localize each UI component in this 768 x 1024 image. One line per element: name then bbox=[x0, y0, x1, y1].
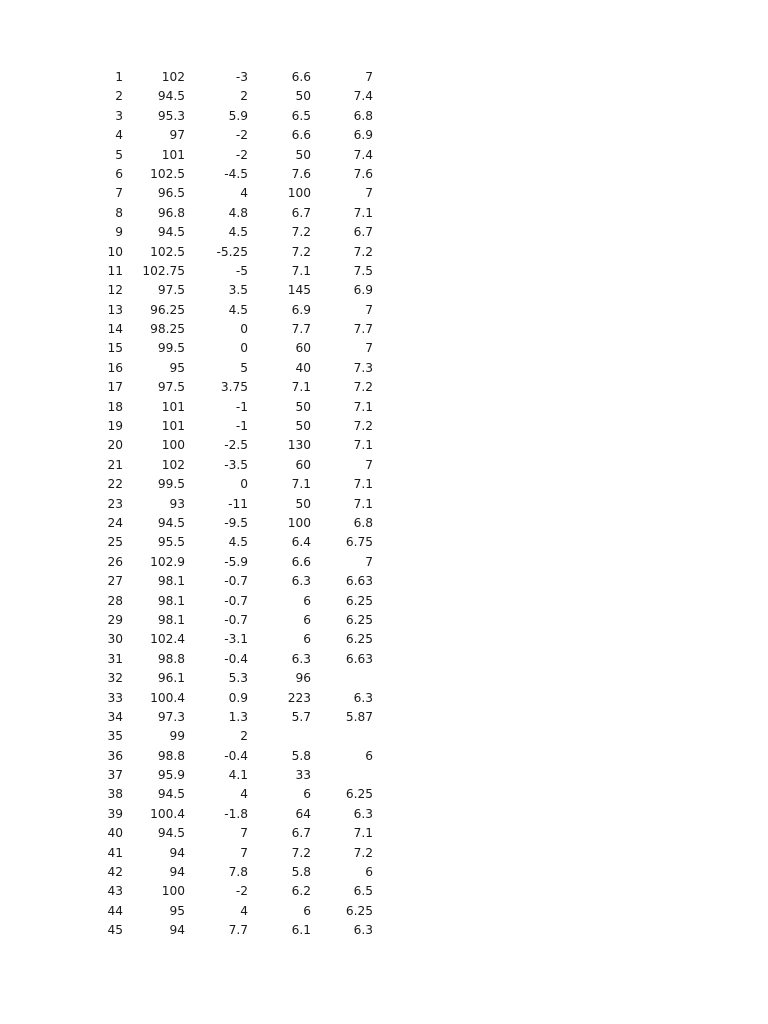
value-cell: 6.4 bbox=[291, 535, 311, 550]
value-cell: 6 bbox=[303, 593, 311, 608]
value-cell: 145 bbox=[287, 283, 311, 298]
row-number-cell: 22 bbox=[107, 477, 123, 492]
table-row bbox=[0, 262, 768, 281]
value-cell: 6.2 bbox=[291, 884, 311, 899]
row-number-cell: 39 bbox=[107, 806, 123, 821]
row-number-cell: 2 bbox=[115, 89, 123, 104]
value-cell: 6 bbox=[365, 748, 373, 763]
value-cell: 97.3 bbox=[157, 709, 185, 724]
table-row bbox=[0, 727, 768, 746]
value-cell: -3.5 bbox=[224, 457, 248, 472]
value-cell: 6.7 bbox=[291, 205, 311, 220]
value-cell: 33 bbox=[295, 768, 311, 783]
value-cell: 6.25 bbox=[345, 612, 373, 627]
table-row bbox=[0, 320, 768, 339]
value-cell: 7.1 bbox=[353, 205, 373, 220]
row-number-cell: 9 bbox=[115, 225, 123, 240]
value-cell: 7.6 bbox=[291, 166, 311, 181]
value-cell: 94 bbox=[169, 923, 185, 938]
value-cell: -0.7 bbox=[224, 593, 248, 608]
value-cell: 7.1 bbox=[353, 438, 373, 453]
value-cell: 50 bbox=[295, 89, 311, 104]
value-cell: 7.2 bbox=[353, 419, 373, 434]
value-cell: 7 bbox=[365, 302, 373, 317]
value-cell: -9.5 bbox=[224, 515, 248, 530]
value-cell: 101 bbox=[161, 419, 185, 434]
table-row bbox=[0, 339, 768, 358]
value-cell: 2 bbox=[240, 729, 248, 744]
table-row bbox=[0, 417, 768, 436]
value-cell: 98.25 bbox=[150, 322, 185, 337]
value-cell: 102 bbox=[161, 70, 185, 84]
value-cell: 7 bbox=[365, 554, 373, 569]
row-number-cell: 42 bbox=[107, 865, 123, 880]
value-cell: 7.1 bbox=[353, 399, 373, 414]
row-number-cell: 26 bbox=[107, 554, 123, 569]
row-number-cell: 11 bbox=[107, 263, 123, 278]
row-number-cell: 43 bbox=[107, 884, 123, 899]
value-cell: -2 bbox=[235, 128, 248, 143]
value-cell: 102 bbox=[161, 457, 185, 472]
value-cell: 99 bbox=[169, 729, 185, 744]
value-cell: 100 bbox=[287, 186, 311, 201]
value-cell: 95 bbox=[169, 360, 185, 375]
value-cell: 100 bbox=[287, 515, 311, 530]
row-number-cell: 36 bbox=[107, 748, 123, 763]
value-cell: -2 bbox=[235, 147, 248, 162]
value-cell: 6.63 bbox=[345, 651, 373, 666]
row-number-cell: 33 bbox=[107, 690, 123, 705]
value-cell: 6.9 bbox=[353, 283, 373, 298]
value-cell: 97.5 bbox=[157, 380, 185, 395]
table-row bbox=[0, 204, 768, 223]
value-cell: 102.5 bbox=[150, 166, 185, 181]
value-cell: 94 bbox=[169, 865, 185, 880]
value-cell: 94.5 bbox=[157, 225, 185, 240]
table-row bbox=[0, 882, 768, 901]
table-row bbox=[0, 708, 768, 727]
value-cell: 99.5 bbox=[157, 341, 185, 356]
value-cell: 94.5 bbox=[157, 515, 185, 530]
value-cell: 6.6 bbox=[291, 70, 311, 84]
table-row bbox=[0, 572, 768, 591]
value-cell: 7.1 bbox=[291, 263, 311, 278]
value-cell: 7.2 bbox=[291, 244, 311, 259]
value-cell: 6.9 bbox=[353, 128, 373, 143]
table-row bbox=[0, 243, 768, 262]
value-cell: 96.1 bbox=[157, 671, 185, 686]
table-row bbox=[0, 824, 768, 843]
value-cell: 7 bbox=[240, 826, 248, 841]
table-row bbox=[0, 146, 768, 165]
value-cell: -11 bbox=[228, 496, 248, 511]
value-cell: 1.3 bbox=[228, 709, 248, 724]
row-number-cell: 25 bbox=[107, 535, 123, 550]
value-cell: 100.4 bbox=[150, 690, 185, 705]
value-cell: 7.2 bbox=[353, 380, 373, 395]
value-cell: 6.8 bbox=[353, 515, 373, 530]
value-cell: 4.5 bbox=[228, 302, 248, 317]
table-row bbox=[0, 514, 768, 533]
value-cell: 0 bbox=[240, 341, 248, 356]
value-cell: 96.5 bbox=[157, 186, 185, 201]
value-cell: 7.4 bbox=[353, 147, 373, 162]
value-cell: 223 bbox=[287, 690, 311, 705]
row-number-cell: 28 bbox=[107, 593, 123, 608]
value-cell: 98.1 bbox=[157, 612, 185, 627]
table-row bbox=[0, 126, 768, 145]
row-number-cell: 32 bbox=[107, 671, 123, 686]
row-number-cell: 23 bbox=[107, 496, 123, 511]
table-row bbox=[0, 359, 768, 378]
table-row bbox=[0, 805, 768, 824]
table-row bbox=[0, 378, 768, 397]
value-cell: 64 bbox=[295, 806, 311, 821]
row-number-cell: 31 bbox=[107, 651, 123, 666]
value-cell: 7.2 bbox=[353, 244, 373, 259]
row-number-cell: 40 bbox=[107, 826, 123, 841]
table-row bbox=[0, 785, 768, 804]
value-cell: 6.25 bbox=[345, 593, 373, 608]
value-cell: 6.3 bbox=[291, 574, 311, 589]
value-cell: 0.9 bbox=[228, 690, 248, 705]
value-cell: 6.7 bbox=[291, 826, 311, 841]
row-number-cell: 3 bbox=[115, 108, 123, 123]
value-cell: 100 bbox=[161, 884, 185, 899]
row-number-cell: 37 bbox=[107, 768, 123, 783]
row-number-cell: 41 bbox=[107, 845, 123, 860]
value-cell: 7 bbox=[365, 70, 373, 84]
value-cell: 7.6 bbox=[353, 166, 373, 181]
value-cell: 0 bbox=[240, 477, 248, 492]
value-cell: 6.8 bbox=[353, 108, 373, 123]
value-cell: 5.9 bbox=[228, 108, 248, 123]
row-number-cell: 45 bbox=[107, 923, 123, 938]
value-cell: 94.5 bbox=[157, 89, 185, 104]
value-cell: -2.5 bbox=[224, 438, 248, 453]
value-cell: 7.8 bbox=[228, 865, 248, 880]
table-row bbox=[0, 301, 768, 320]
value-cell: 98.8 bbox=[157, 748, 185, 763]
value-cell: 4.8 bbox=[228, 205, 248, 220]
value-cell: 6.3 bbox=[353, 806, 373, 821]
value-cell: 7.7 bbox=[291, 322, 311, 337]
value-cell: 6.1 bbox=[291, 923, 311, 938]
row-number-cell: 19 bbox=[107, 419, 123, 434]
row-number-cell: 29 bbox=[107, 612, 123, 627]
value-cell: 97.5 bbox=[157, 283, 185, 298]
value-cell: 7.7 bbox=[228, 923, 248, 938]
table-row bbox=[0, 456, 768, 475]
table-row bbox=[0, 436, 768, 455]
row-number-cell: 15 bbox=[107, 341, 123, 356]
value-cell: 102.75 bbox=[142, 263, 185, 278]
table-row bbox=[0, 553, 768, 572]
value-cell: 94 bbox=[169, 845, 185, 860]
table-row bbox=[0, 495, 768, 514]
table-row bbox=[0, 184, 768, 203]
value-cell: -0.7 bbox=[224, 612, 248, 627]
value-cell: 95.5 bbox=[157, 535, 185, 550]
value-cell: 100.4 bbox=[150, 806, 185, 821]
table-row bbox=[0, 921, 768, 940]
value-cell: 7 bbox=[365, 186, 373, 201]
table-row bbox=[0, 475, 768, 494]
value-cell: 5.8 bbox=[291, 865, 311, 880]
value-cell: 95.3 bbox=[157, 108, 185, 123]
table-row bbox=[0, 223, 768, 242]
value-cell: 7.2 bbox=[291, 845, 311, 860]
row-number-cell: 17 bbox=[107, 380, 123, 395]
value-cell: 7.3 bbox=[353, 360, 373, 375]
value-cell: 95 bbox=[169, 903, 185, 918]
value-cell: 5.87 bbox=[345, 709, 373, 724]
value-cell: 60 bbox=[295, 341, 311, 356]
value-cell: -0.4 bbox=[224, 748, 248, 763]
value-cell: 7.2 bbox=[291, 225, 311, 240]
row-number-cell: 20 bbox=[107, 438, 123, 453]
row-number-cell: 10 bbox=[107, 244, 123, 259]
value-cell: 102.9 bbox=[150, 554, 185, 569]
value-cell: 7.7 bbox=[353, 322, 373, 337]
value-cell: 101 bbox=[161, 147, 185, 162]
value-cell: 50 bbox=[295, 147, 311, 162]
value-cell: 94.5 bbox=[157, 787, 185, 802]
value-cell: 6.25 bbox=[345, 787, 373, 802]
value-cell: -3 bbox=[235, 70, 248, 84]
value-cell: 102.5 bbox=[150, 244, 185, 259]
value-cell: 7.1 bbox=[291, 477, 311, 492]
value-cell: -0.7 bbox=[224, 574, 248, 589]
value-cell: 7.5 bbox=[353, 263, 373, 278]
value-cell: 96 bbox=[295, 671, 311, 686]
row-number-cell: 4 bbox=[115, 128, 123, 143]
row-number-cell: 34 bbox=[107, 709, 123, 724]
value-cell: 98.1 bbox=[157, 593, 185, 608]
value-cell: 95.9 bbox=[157, 768, 185, 783]
value-cell: 6.75 bbox=[345, 535, 373, 550]
value-cell: -1.8 bbox=[224, 806, 248, 821]
table-row bbox=[0, 592, 768, 611]
table-row bbox=[0, 689, 768, 708]
value-cell: 3.75 bbox=[220, 380, 248, 395]
value-cell: -1 bbox=[235, 419, 248, 434]
value-cell: 6 bbox=[303, 612, 311, 627]
row-number-cell: 1 bbox=[115, 70, 123, 84]
value-cell: 101 bbox=[161, 399, 185, 414]
value-cell: 50 bbox=[295, 419, 311, 434]
value-cell: 50 bbox=[295, 496, 311, 511]
value-cell: 4.5 bbox=[228, 535, 248, 550]
value-cell: 6.3 bbox=[291, 651, 311, 666]
data-table bbox=[0, 68, 768, 941]
value-cell: 97 bbox=[169, 128, 185, 143]
value-cell: 6.25 bbox=[345, 632, 373, 647]
value-cell: 6.7 bbox=[353, 225, 373, 240]
table-row bbox=[0, 281, 768, 300]
table-row bbox=[0, 669, 768, 688]
value-cell: 7.1 bbox=[291, 380, 311, 395]
value-cell: -2 bbox=[235, 884, 248, 899]
value-cell: 5.8 bbox=[291, 748, 311, 763]
value-cell: 98.8 bbox=[157, 651, 185, 666]
value-cell: 6.5 bbox=[353, 884, 373, 899]
row-number-cell: 27 bbox=[107, 574, 123, 589]
value-cell: 6 bbox=[303, 903, 311, 918]
table-row bbox=[0, 107, 768, 126]
value-cell: 4 bbox=[240, 903, 248, 918]
value-cell: 4.5 bbox=[228, 225, 248, 240]
value-cell: 6.6 bbox=[291, 128, 311, 143]
value-cell: 4 bbox=[240, 186, 248, 201]
value-cell: -4.5 bbox=[224, 166, 248, 181]
value-cell: 3.5 bbox=[228, 283, 248, 298]
value-cell: 60 bbox=[295, 457, 311, 472]
row-number-cell: 18 bbox=[107, 399, 123, 414]
row-number-cell: 24 bbox=[107, 515, 123, 530]
value-cell: 50 bbox=[295, 399, 311, 414]
value-cell: 6.3 bbox=[353, 923, 373, 938]
value-cell: 40 bbox=[295, 360, 311, 375]
value-cell: 0 bbox=[240, 322, 248, 337]
value-cell: 96.25 bbox=[150, 302, 185, 317]
row-number-cell: 14 bbox=[107, 322, 123, 337]
value-cell: 102.4 bbox=[150, 632, 185, 647]
value-cell: 6.6 bbox=[291, 554, 311, 569]
table-row bbox=[0, 398, 768, 417]
value-cell: 6.63 bbox=[345, 574, 373, 589]
row-number-cell: 44 bbox=[107, 903, 123, 918]
table-row bbox=[0, 533, 768, 552]
value-cell: 96.8 bbox=[157, 205, 185, 220]
row-number-cell: 12 bbox=[107, 283, 123, 298]
table-row bbox=[0, 650, 768, 669]
value-cell: 7.1 bbox=[353, 477, 373, 492]
value-cell: 4.1 bbox=[228, 768, 248, 783]
table-row bbox=[0, 766, 768, 785]
value-cell: 6.9 bbox=[291, 302, 311, 317]
table-row bbox=[0, 611, 768, 630]
value-cell: 6 bbox=[303, 787, 311, 802]
table-row bbox=[0, 863, 768, 882]
row-number-cell: 21 bbox=[107, 457, 123, 472]
value-cell: 6.5 bbox=[291, 108, 311, 123]
value-cell: 100 bbox=[161, 438, 185, 453]
value-cell: 4 bbox=[240, 787, 248, 802]
value-cell: -3.1 bbox=[224, 632, 248, 647]
value-cell: 7.2 bbox=[353, 845, 373, 860]
value-cell: 99.5 bbox=[157, 477, 185, 492]
value-cell: 98.1 bbox=[157, 574, 185, 589]
row-number-cell: 5 bbox=[115, 147, 123, 162]
row-number-cell: 8 bbox=[115, 205, 123, 220]
value-cell: -5.9 bbox=[224, 554, 248, 569]
value-cell: 6 bbox=[365, 865, 373, 880]
value-cell: 7 bbox=[240, 845, 248, 860]
value-cell: -0.4 bbox=[224, 651, 248, 666]
table-row bbox=[0, 844, 768, 863]
row-number-cell: 38 bbox=[107, 787, 123, 802]
value-cell: 5 bbox=[240, 360, 248, 375]
value-cell: 94.5 bbox=[157, 826, 185, 841]
row-number-cell: 16 bbox=[107, 360, 123, 375]
row-number-cell: 6 bbox=[115, 166, 123, 181]
row-number-cell: 13 bbox=[107, 302, 123, 317]
value-cell: 93 bbox=[169, 496, 185, 511]
row-number-cell: 35 bbox=[107, 729, 123, 744]
value-cell: -1 bbox=[235, 399, 248, 414]
value-cell: 6 bbox=[303, 632, 311, 647]
table-row bbox=[0, 747, 768, 766]
value-cell: 5.7 bbox=[291, 709, 311, 724]
table-row bbox=[0, 630, 768, 649]
row-number-cell: 7 bbox=[115, 186, 123, 201]
value-cell: 7 bbox=[365, 457, 373, 472]
value-cell: 7.1 bbox=[353, 496, 373, 511]
row-number-cell: 30 bbox=[107, 632, 123, 647]
value-cell: 7.1 bbox=[353, 826, 373, 841]
table-row bbox=[0, 68, 768, 87]
value-cell: 6.3 bbox=[353, 690, 373, 705]
value-cell: 5.3 bbox=[228, 671, 248, 686]
table-row bbox=[0, 165, 768, 184]
value-cell: 6.25 bbox=[345, 903, 373, 918]
value-cell: 2 bbox=[240, 89, 248, 104]
value-cell: 130 bbox=[287, 438, 311, 453]
table-row bbox=[0, 87, 768, 106]
value-cell: 7 bbox=[365, 341, 373, 356]
value-cell: 7.4 bbox=[353, 89, 373, 104]
value-cell: -5.25 bbox=[216, 244, 248, 259]
table-row bbox=[0, 902, 768, 921]
value-cell: -5 bbox=[235, 263, 248, 278]
